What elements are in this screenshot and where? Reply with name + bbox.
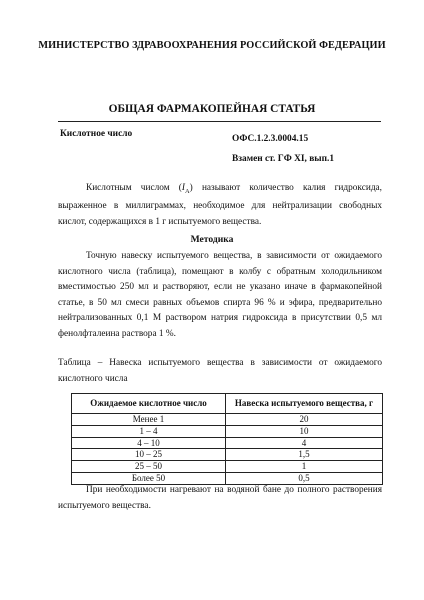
table-cell: 0,5: [226, 472, 383, 484]
table-cell: 1,5: [226, 449, 383, 461]
table-cell: Более 50: [72, 472, 226, 484]
intro-text-before: Кислотным числом (: [86, 183, 182, 193]
sample-table: [71, 393, 383, 485]
method-paragraph: Точную навеску испытуемого вещества, в зависимости от ожидаемого кислотного числа (таблица), помещают в колбу с обратным холодильником вместимостью 250 мл и растворяют, если не указано иначе в фармакопейной статье, в 50 мл смеси равных объемов спирта 96 % и эфира, предварительно нейтрализованных 0,1 М раствором натрия гидроксида в присутствии 0,5 мл фенолфталеина раствора 1 %.: [58, 251, 382, 339]
table-cell: Менее 1: [72, 414, 226, 426]
table-cell: 4: [226, 437, 383, 449]
table-header-cell: Ожидаемое кислотное число: [72, 394, 226, 414]
table-header-cell: Навеска испытуемого вещества, г: [226, 394, 383, 414]
article-title: ОБЩАЯ ФАРМАКОПЕЙНАЯ СТАТЬЯ: [108, 103, 316, 115]
table-cell: 10: [226, 425, 383, 437]
closing-paragraph: При необходимости нагревают на водяной бане до полного растворения испытуемого вещества.: [58, 485, 382, 511]
table-row: [72, 425, 383, 437]
table-cell: 4 – 10: [72, 437, 226, 449]
article-meta: [232, 129, 334, 169]
table-cell: 20: [226, 414, 383, 426]
table-caption: Таблица – Навеска испытуемого вещества в зависимости от ожидаемого кислотного числа: [58, 358, 382, 384]
table-cell: 1 – 4: [72, 425, 226, 437]
article-subject: Кислотное число: [60, 129, 133, 139]
header-divider: [58, 121, 381, 122]
table-cell: 10 – 25: [72, 449, 226, 461]
table-row: [72, 414, 383, 426]
table-row: [72, 449, 383, 461]
table-cell: 25 – 50: [72, 461, 226, 473]
ministry-heading: МИНИСТЕРСТВО ЗДРАВООХРАНЕНИЯ РОССИЙСКОЙ ФЕДЕРАЦИИ: [38, 40, 386, 51]
method-heading: Методика: [190, 234, 234, 245]
table-row: [72, 461, 383, 473]
acid-number-symbol: I: [181, 183, 185, 193]
replaces-note: Взамен ст. ГФ XI, вып.1: [232, 154, 335, 164]
intro-text-after: ) называют количество калия гидроксида, выраженное в миллиграммах, необходимое для нейтрализации свободных кислот, содержащихся в 1 г испытуемого вещества.: [58, 183, 383, 228]
article-code: ОФС.1.2.3.0004.15: [232, 134, 309, 144]
table-cell: 1: [226, 461, 383, 473]
table-row: [72, 437, 383, 449]
intro-paragraph: [58, 181, 382, 231]
table-header-row: [72, 394, 383, 414]
acid-number-subscript: А: [184, 187, 190, 195]
